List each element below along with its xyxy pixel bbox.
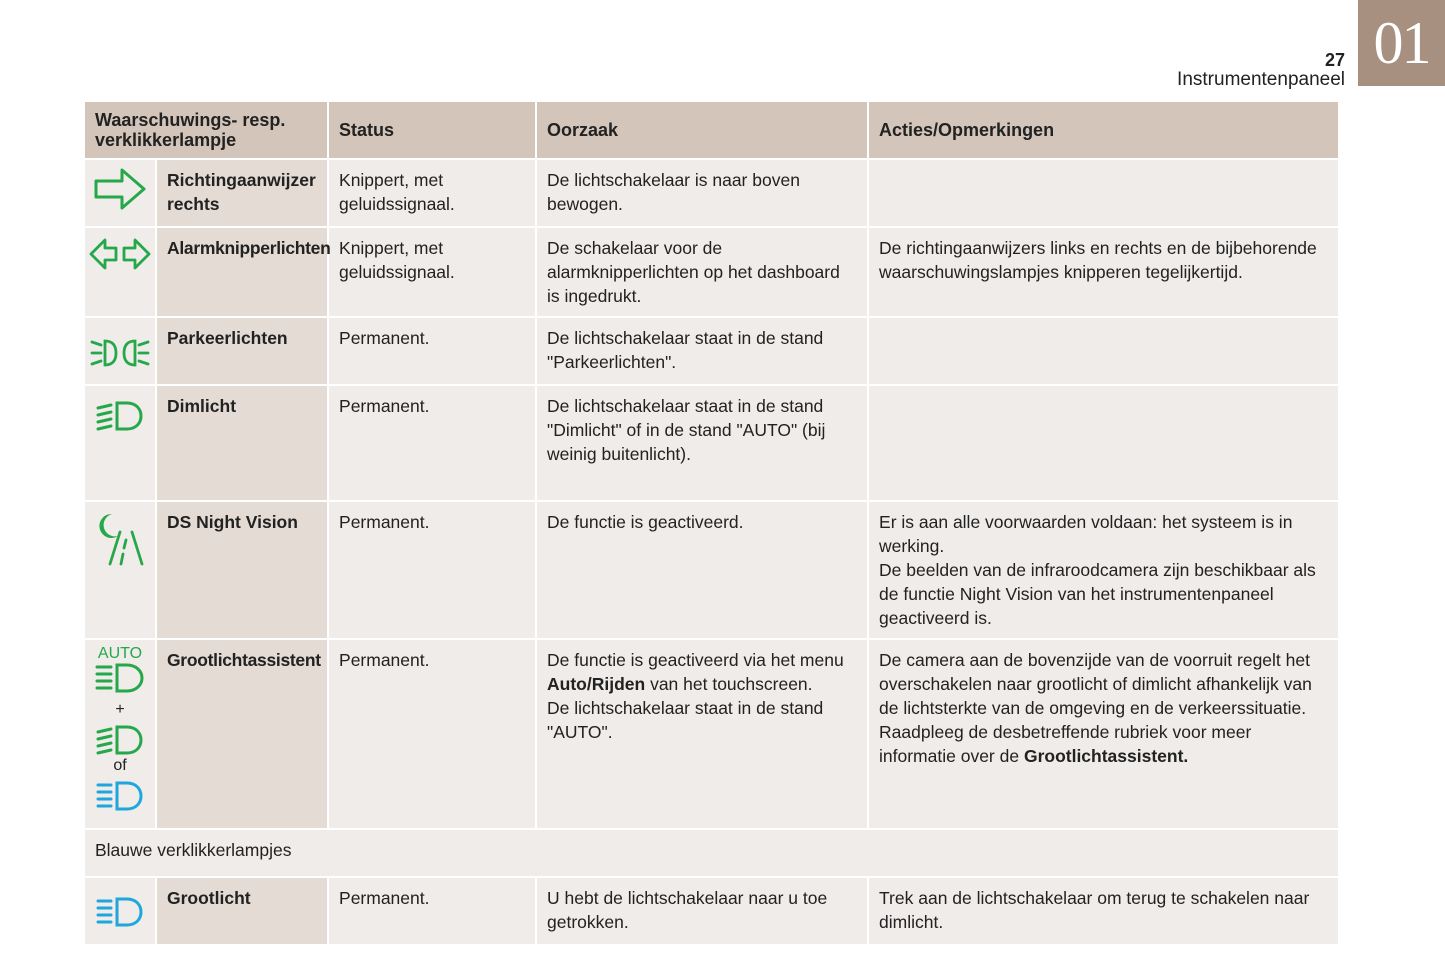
high-beam-assist-icon <box>85 640 155 828</box>
auto-label: AUTO <box>97 645 143 662</box>
warning-lamps-table <box>83 100 1340 946</box>
menu-reference: Auto/Rijden <box>547 674 646 694</box>
lamp-cause: De functie is geactiveerd. <box>537 502 867 638</box>
night-vision-icon <box>85 502 155 638</box>
right-arrow-icon <box>85 160 155 226</box>
page-number: 27 <box>1324 50 1345 70</box>
cause-text: De lichtschakelaar staat in de stand "AUTO". <box>547 698 824 742</box>
lamp-cause: De lichtschakelaar staat in de stand "Parkeerlichten". <box>537 318 867 384</box>
lamp-name: Dimlicht <box>157 386 327 500</box>
lamp-cause: U hebt de lichtschakelaar naar u toe getrokken. <box>537 878 867 944</box>
cause-text: van het touchscreen. <box>645 674 813 694</box>
group-row <box>85 830 1338 876</box>
lamp-cause: De lichtschakelaar is naar boven bewogen. <box>537 160 867 226</box>
lamp-action <box>869 160 1338 226</box>
cause-text: De functie is geactiveerd via het menu <box>547 650 844 670</box>
table-row <box>85 386 1338 500</box>
lamp-status: Knippert, met geluidssignaal. <box>329 160 535 226</box>
table-row <box>85 160 1338 226</box>
hazard-arrows-icon <box>85 228 155 316</box>
or-label: of <box>113 757 127 774</box>
lamp-action <box>869 386 1338 500</box>
lamp-name: Alarmknipperlichten <box>157 228 327 316</box>
action-text: Raadpleeg de desbetreffende rubriek voor meer informatie over de <box>879 722 1252 766</box>
lamp-status: Permanent. <box>329 386 535 500</box>
lamp-action <box>869 318 1338 384</box>
lamp-name: Parkeerlichten <box>157 318 327 384</box>
table-row <box>85 228 1338 316</box>
lamp-status: Permanent. <box>329 640 535 828</box>
column-header-lamp: Waarschuwings- resp. verklikkerlampje <box>85 102 327 158</box>
high-beam-blue-icon <box>87 780 153 812</box>
section-reference: Grootlichtassistent. <box>1023 746 1189 766</box>
lamp-status: Permanent. <box>329 878 535 944</box>
dipped-beam-icon <box>85 386 155 500</box>
chapter-tab: 01 <box>1358 0 1445 86</box>
lamp-name: Richtingaanwijzer rechts <box>157 160 327 226</box>
column-header-action: Acties/Opmerkingen <box>869 102 1338 158</box>
table-row <box>85 878 1338 944</box>
dipped-beam-icon <box>87 724 153 756</box>
table-row <box>85 318 1338 384</box>
lamp-action <box>869 640 1338 828</box>
lamp-cause: De lichtschakelaar staat in de stand "Dimlicht" of in de stand "AUTO" (bij weinig buitenlicht). <box>537 386 867 500</box>
lamp-action: De richtingaanwijzers links en rechts en de bijbehorende waarschuwingslampjes knipperen tegelijkertijd. <box>869 228 1338 316</box>
lamp-status: Knippert, met geluidssignaal. <box>329 228 535 316</box>
column-header-status: Status <box>329 102 535 158</box>
column-header-cause: Oorzaak <box>537 102 867 158</box>
plus-sign: + <box>115 701 125 718</box>
lamp-name: Grootlichtassistent <box>157 640 327 828</box>
table-row <box>85 502 1338 638</box>
group-label: Blauwe verklikkerlampjes <box>85 830 1338 876</box>
lamp-name: DS Night Vision <box>157 502 327 638</box>
lamp-action: Trek aan de lichtschakelaar om terug te schakelen naar dimlicht. <box>869 878 1338 944</box>
high-beam-auto-icon <box>87 662 153 694</box>
action-text: De camera aan de bovenzijde van de voorruit regelt het overschakelen naar grootlicht of dimlicht afhankelijk van de lichtsterkte van de omgeving en de verkeerssituatie. <box>879 650 1312 718</box>
section-title: Instrumentenpaneel <box>1177 69 1345 90</box>
lamp-status: Permanent. <box>329 318 535 384</box>
lamp-status: Permanent. <box>329 502 535 638</box>
table-header-row <box>85 102 1338 158</box>
high-beam-icon <box>85 878 155 944</box>
lamp-name: Grootlicht <box>157 878 327 944</box>
lamp-cause <box>537 640 867 828</box>
parking-lights-icon <box>85 318 155 384</box>
table-row <box>85 640 1338 828</box>
lamp-cause: De schakelaar voor de alarmknipperlichten op het dashboard is ingedrukt. <box>537 228 867 316</box>
lamp-action: Er is aan alle voorwaarden voldaan: het systeem is in werking. De beelden van de infraroodcamera zijn beschikbaar als de functie Night Vision van het instrumentenpaneel geactiveerd is. <box>869 502 1338 638</box>
